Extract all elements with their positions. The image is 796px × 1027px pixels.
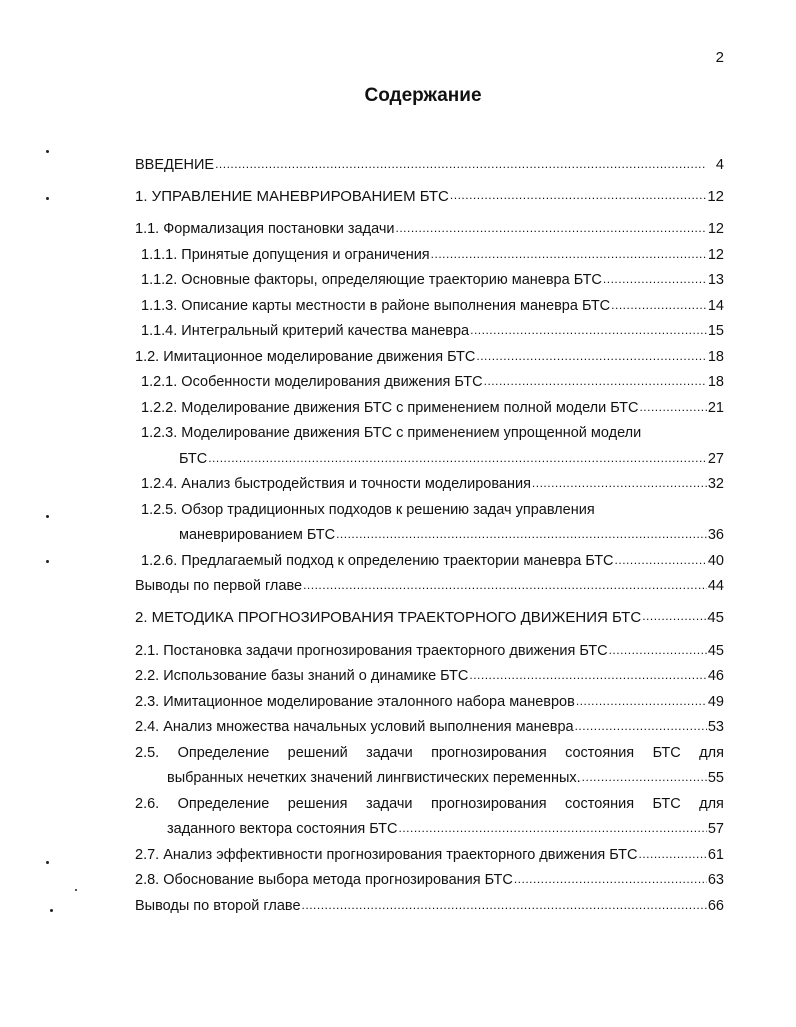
dot-leader: [470, 323, 707, 340]
dot-leader: [476, 349, 707, 366]
toc-entry-page: 13: [707, 272, 724, 288]
toc-entry-2-3[interactable]: [135, 685, 724, 711]
toc-entry-page: 32: [707, 476, 724, 492]
toc-entry-1-1-1[interactable]: [135, 238, 724, 264]
dot-leader: [582, 770, 707, 787]
toc-entry-2-8[interactable]: [135, 864, 724, 890]
toc-entry-conclusions-2[interactable]: [135, 889, 724, 915]
dot-leader: [215, 157, 707, 174]
toc-entry-page: 12: [707, 221, 724, 237]
toc-entry-page: 14: [707, 297, 724, 314]
page-title: Содержание: [364, 85, 482, 106]
toc-entry-label: ВВЕДЕНИЕ: [135, 156, 215, 173]
toc-entry-label: Выводы по первой главе: [135, 578, 303, 594]
toc-entry-2-4[interactable]: [135, 711, 724, 737]
toc-entry-1-2-1[interactable]: [135, 366, 724, 392]
toc-entry-1-1-3[interactable]: [135, 289, 724, 315]
scan-speck: [50, 909, 53, 912]
toc-entry-1-2-6[interactable]: [135, 544, 724, 570]
toc-entry-2-1[interactable]: [135, 634, 724, 660]
toc-entry-label: маневрированием БТС: [179, 527, 336, 543]
label-word: задачи: [366, 744, 413, 761]
toc-entry-2-7[interactable]: [135, 838, 724, 864]
toc-entry-page: 4: [715, 156, 724, 173]
toc-entry-label: 1.2.3. Моделирование движения БТС с применением упрощенной модели: [141, 425, 642, 441]
toc-entry-2-5[interactable]: [135, 736, 724, 787]
toc-entry-label: 2.8. Обоснование выбора метода прогнозирования БТС: [135, 872, 513, 888]
dot-leader: [208, 451, 707, 468]
scan-speck: [46, 197, 49, 200]
toc-entry-label: заданного вектора состояния БТС: [167, 821, 398, 837]
dot-leader: [575, 719, 707, 736]
toc-entry-label: 1.1.3. Описание карты местности в районе выполнения маневра БТС: [141, 297, 611, 314]
toc-entry-1-2-4[interactable]: [135, 468, 724, 494]
toc-entry-page: 44: [707, 578, 724, 594]
scan-speck: [46, 560, 49, 563]
toc-entry-2-6[interactable]: [135, 787, 724, 838]
toc-entry-1-2-2[interactable]: [135, 391, 724, 417]
toc-entry-label: БТС: [179, 450, 208, 467]
toc-entry-label: 1.1.1. Принятые допущения и ограничения: [141, 246, 430, 263]
toc-entry-page: 21: [707, 399, 724, 416]
toc-entry-page: 36: [707, 527, 724, 543]
toc-entry-1-2-3[interactable]: [135, 417, 724, 468]
toc-entry-label: [135, 787, 724, 813]
toc-entry-continuation: [135, 813, 724, 839]
dot-leader: [532, 476, 707, 493]
toc-entry-label: 2.4. Анализ множества начальных условий выполнения маневра: [135, 719, 574, 735]
toc-entry-label: 2. МЕТОДИКА ПРОГНОЗИРОВАНИЯ ТРАЕКТОРНОГО ДВИЖЕНИЯ БТС: [135, 609, 642, 626]
label-word: Определение: [177, 744, 270, 761]
dot-leader: [450, 188, 706, 205]
toc-entry-chapter-1[interactable]: [135, 174, 724, 205]
dot-leader: [303, 578, 707, 595]
toc-entry-page: 12: [707, 246, 724, 263]
scan-speck: [46, 861, 49, 864]
toc-entry-page: 57: [707, 821, 724, 837]
dot-leader: [484, 374, 707, 391]
dot-leader: [514, 872, 707, 889]
toc-entry-1-1[interactable]: [135, 213, 724, 239]
toc-entry-label: Выводы по второй главе: [135, 897, 301, 914]
toc-entry-page: 18: [707, 348, 724, 365]
toc-entry-1-1-4[interactable]: [135, 315, 724, 341]
label-word: для: [699, 744, 724, 761]
dot-leader: [336, 527, 707, 544]
toc-entry-page: 15: [707, 323, 724, 339]
page-number: 2: [715, 49, 724, 66]
dot-leader: [576, 694, 707, 711]
toc-entry-label: выбранных нечетких значений лингвистических переменных.: [167, 770, 581, 786]
toc-entry-page: 45: [707, 642, 724, 659]
toc-entry-page: 63: [707, 872, 724, 888]
table-of-contents: [135, 148, 724, 915]
toc-entry-conclusions-1[interactable]: [135, 570, 724, 596]
toc-entry-1-2-5[interactable]: [135, 493, 724, 544]
toc-entry-introduction[interactable]: [135, 148, 724, 174]
dot-leader: [603, 272, 707, 289]
dot-leader: [639, 847, 707, 864]
toc-entry-label: [135, 736, 724, 762]
toc-entry-page: 55: [707, 770, 724, 786]
label-word: 2.5.: [135, 744, 160, 761]
toc-entry-page: 66: [707, 897, 724, 914]
toc-entry-continuation: [135, 442, 724, 468]
label-word: БТС: [652, 744, 681, 761]
dot-leader: [302, 898, 707, 915]
dot-leader: [609, 643, 707, 660]
toc-entry-page: 53: [707, 719, 724, 735]
toc-entry-page: 18: [707, 374, 724, 390]
dot-leader: [396, 221, 707, 238]
toc-entry-page: 12: [707, 187, 724, 205]
dot-leader: [642, 609, 706, 626]
toc-entry-label: 1.1.4. Интегральный критерий качества маневра: [141, 323, 470, 339]
label-word: задачи: [365, 795, 413, 812]
label-word: решения: [287, 795, 348, 812]
label-word: БТС: [652, 795, 681, 812]
toc-entry-page: 40: [707, 552, 724, 569]
scan-speck: [46, 515, 49, 518]
toc-entry-2-2[interactable]: [135, 660, 724, 686]
scan-speck: [75, 889, 77, 891]
toc-entry-label: 2.2. Использование базы знаний о динамике БТС: [135, 668, 469, 684]
toc-entry-1-2[interactable]: [135, 340, 724, 366]
scan-speck: [46, 150, 49, 153]
toc-entry-label: 1.1. Формализация постановки задачи: [135, 221, 395, 237]
label-word: для: [699, 795, 724, 812]
toc-entry-continuation: [135, 519, 724, 545]
label-word: состояния: [564, 795, 635, 812]
label-word: решений: [287, 744, 348, 761]
toc-entry-label: 1.2.6. Предлагаемый подход к определению траектории маневра БТС: [141, 552, 614, 569]
dot-leader: [611, 298, 707, 315]
toc-entry-page: 49: [707, 693, 724, 710]
dot-leader: [615, 553, 707, 570]
dot-leader: [639, 400, 706, 417]
toc-entry-label: 1.2.5. Обзор традиционных подходов к решению задач управления: [141, 501, 595, 518]
toc-entry-page: 45: [707, 609, 724, 626]
toc-entry-label: 2.1. Постановка задачи прогнозирования траекторного движения БТС: [135, 642, 608, 659]
label-word: 2.6.: [135, 795, 160, 812]
dot-leader: [399, 821, 707, 838]
toc-entry-chapter-2[interactable]: [135, 595, 724, 626]
dot-leader: [431, 247, 707, 264]
toc-entry-label: 2.7. Анализ эффективности прогнозирования траекторного движения БТС: [135, 846, 638, 863]
label-word: Определение: [177, 795, 270, 812]
toc-entry-label: 1.1.2. Основные факторы, определяющие траекторию маневра БТС: [141, 272, 602, 288]
toc-entry-label: 1.2.1. Особенности моделирования движения БТС: [141, 374, 483, 390]
toc-entry-page: 46: [707, 668, 724, 684]
toc-entry-label: 1.2.4. Анализ быстродействия и точности моделирования: [141, 476, 531, 492]
label-word: прогнозирования: [431, 744, 547, 761]
dot-leader: [469, 668, 706, 685]
label-word: прогнозирования: [430, 795, 547, 812]
toc-entry-label: 1. УПРАВЛЕНИЕ МАНЕВРИРОВАНИЕМ БТС: [135, 187, 449, 205]
toc-entry-label: 1.2. Имитационное моделирование движения БТС: [135, 348, 476, 365]
toc-entry-1-1-2[interactable]: [135, 264, 724, 290]
toc-entry-continuation: [135, 762, 724, 788]
toc-entry-page: 61: [707, 846, 724, 863]
label-word: состояния: [565, 744, 635, 761]
toc-entry-page: 27: [707, 450, 724, 467]
toc-entry-label: 1.2.2. Моделирование движения БТС с применением полной модели БТС: [141, 399, 639, 416]
toc-entry-label: 2.3. Имитационное моделирование эталонного набора маневров: [135, 693, 575, 710]
